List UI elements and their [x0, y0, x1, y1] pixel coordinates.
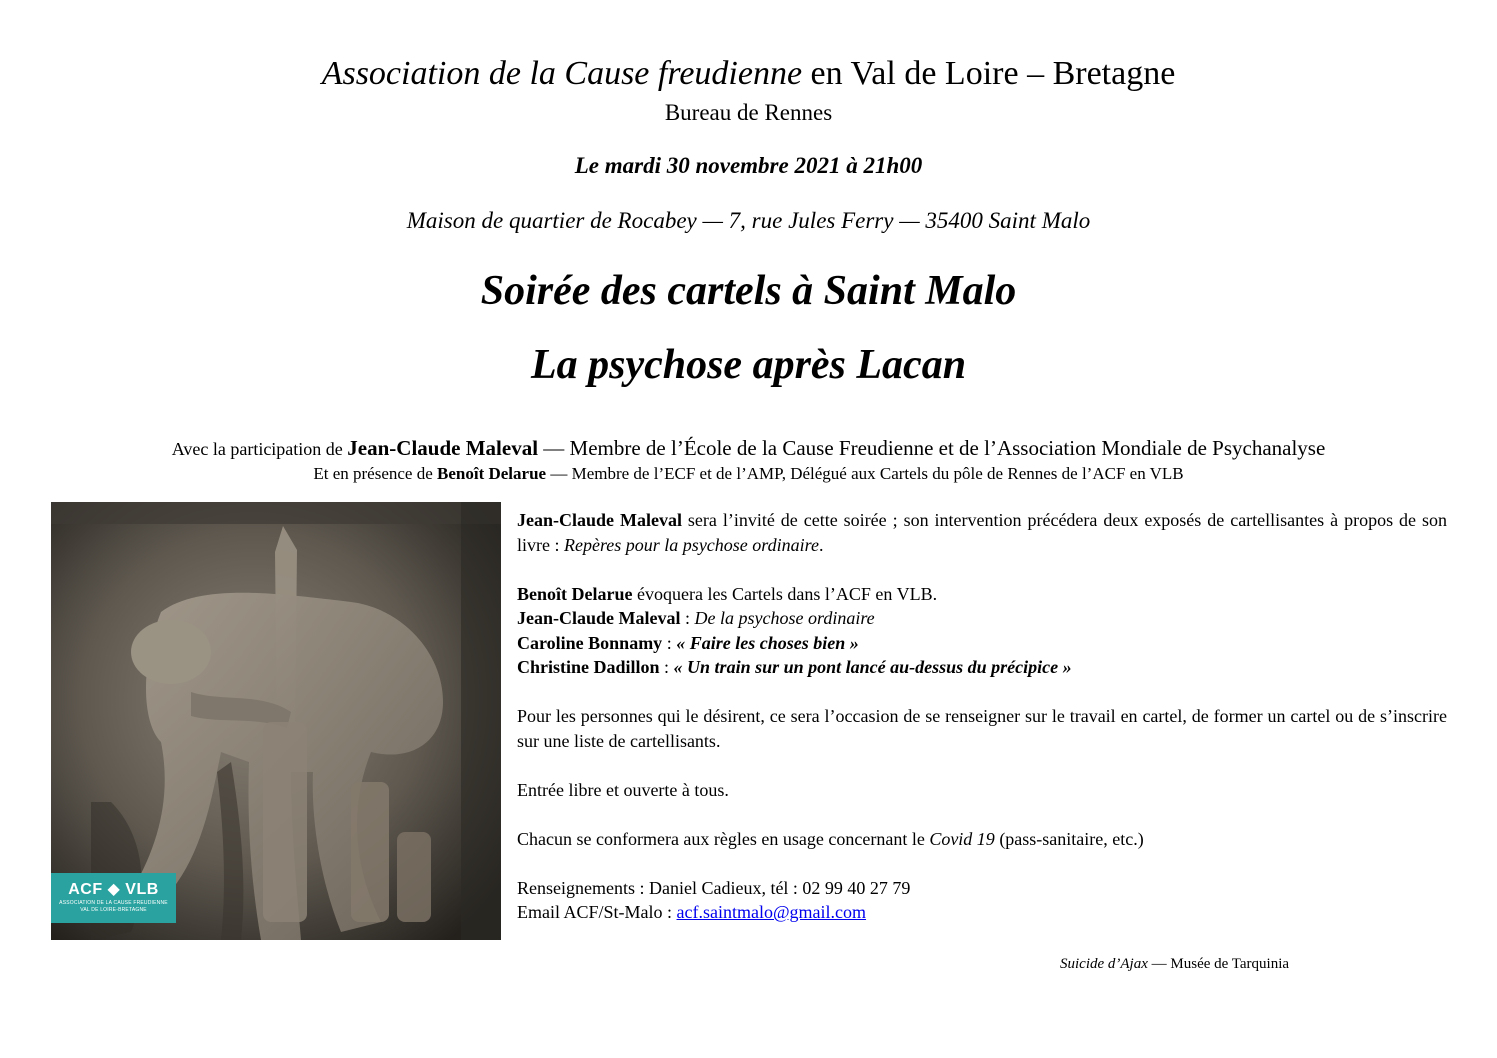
- logo-subtext-2: VAL DE LOIRE-BRETAGNE: [80, 907, 147, 913]
- intro-text: sera l’invité de cette soirée ; son intervention précédera deux exposés de cartellisantes à propos de son livre :: [517, 510, 1447, 555]
- bureau-subtitle: Bureau de Rennes: [664, 100, 833, 125]
- presence-line: [0, 462, 1497, 486]
- event-subtitle: La psychose après Lacan: [530, 342, 967, 388]
- occasion-paragraph: Pour les personnes qui le désirent, ce sera l’occasion de se renseigner sur le travail en cartel, de former un cartel ou de s’inscrire sur une liste de cartellisants.: [517, 706, 1447, 751]
- intro-speaker-name: Jean-Claude Maleval: [517, 510, 682, 530]
- speaker-name: Christine Dadillon: [517, 657, 660, 677]
- speaker-line: [517, 606, 1447, 631]
- event-description: [517, 508, 1447, 925]
- speaker-line: [517, 655, 1447, 680]
- event-location: Maison de quartier de Rocabey — 7, rue Jules Ferry — 35400 Saint Malo: [406, 208, 1091, 233]
- covid-prefix: Chacun se conformera aux règles en usage concernant le: [517, 828, 930, 849]
- covid-paragraph: [517, 827, 1447, 852]
- speaker-talk: « Faire les choses bien »: [676, 632, 859, 653]
- speaker-sep: évoquera les Cartels dans l’ACF en VLB.: [632, 583, 938, 604]
- speaker-sep: :: [662, 632, 677, 653]
- presence-role: — Membre de l’ECF et de l’AMP, Délégué aux Cartels du pôle de Rennes de l’ACF en VLB: [546, 464, 1184, 483]
- entry-paragraph: Entrée libre et ouverte à tous.: [517, 779, 729, 800]
- intro-end: .: [818, 534, 824, 555]
- intro-paragraph: [517, 508, 1447, 557]
- logo-text: ACF ◆ VLB: [68, 881, 159, 898]
- org-name-italic: Association de la Cause freudienne: [321, 55, 803, 92]
- email-link[interactable]: acf.saintmalo@gmail.com: [676, 902, 867, 922]
- photo-caption: [1060, 954, 1289, 974]
- speaker-name: Caroline Bonnamy: [517, 632, 663, 653]
- relief-photo: [51, 502, 501, 940]
- participant-role: — Membre de l’École de la Cause Freudienne et de l’Association Mondiale de Psychanalyse: [538, 436, 1326, 460]
- participant-name: Jean-Claude Maleval: [347, 436, 539, 460]
- presence-name: Benoît Delarue: [437, 464, 547, 483]
- book-title: Repères pour la psychose ordinaire: [564, 534, 819, 555]
- presence-prefix: Et en présence de: [313, 464, 438, 483]
- info-line: Renseignements : Daniel Cadieux, tél : 02 99 40 27 79: [517, 877, 911, 898]
- speaker-talk: De la psychose ordinaire: [694, 608, 875, 628]
- event-title: Soirée des cartels à Saint Malo: [480, 268, 1017, 314]
- logo-subtext-1: ASSOCIATION DE LA CAUSE FREUDIENNE: [59, 900, 168, 906]
- participation-prefix: Avec la participation de: [171, 439, 348, 459]
- speaker-name: Jean-Claude Maleval: [517, 608, 681, 628]
- organization-title: [0, 52, 1497, 96]
- event-date: Le mardi 30 novembre 2021 à 21h00: [574, 153, 923, 178]
- caption-museum: — Musée de Tarquinia: [1147, 956, 1290, 972]
- org-region: en Val de Loire – Bretagne: [802, 55, 1176, 92]
- email-label: Email ACF/St-Malo :: [517, 902, 677, 922]
- speaker-line: [517, 631, 1447, 656]
- covid-suffix: (pass-sanitaire, etc.): [994, 828, 1144, 849]
- speaker-talk: « Un train sur un pont lancé au-dessus du précipice »: [673, 657, 1072, 677]
- speaker-sep: :: [659, 657, 674, 677]
- caption-work: Suicide d’Ajax: [1060, 956, 1148, 972]
- acf-vlb-logo: [51, 873, 176, 923]
- speaker-name: Benoît Delarue: [517, 583, 633, 604]
- covid-word: Covid 19: [929, 828, 995, 849]
- participation-line: [0, 434, 1497, 463]
- speaker-sep: :: [680, 608, 695, 628]
- email-line: [517, 900, 1447, 925]
- speaker-line: [517, 582, 1447, 607]
